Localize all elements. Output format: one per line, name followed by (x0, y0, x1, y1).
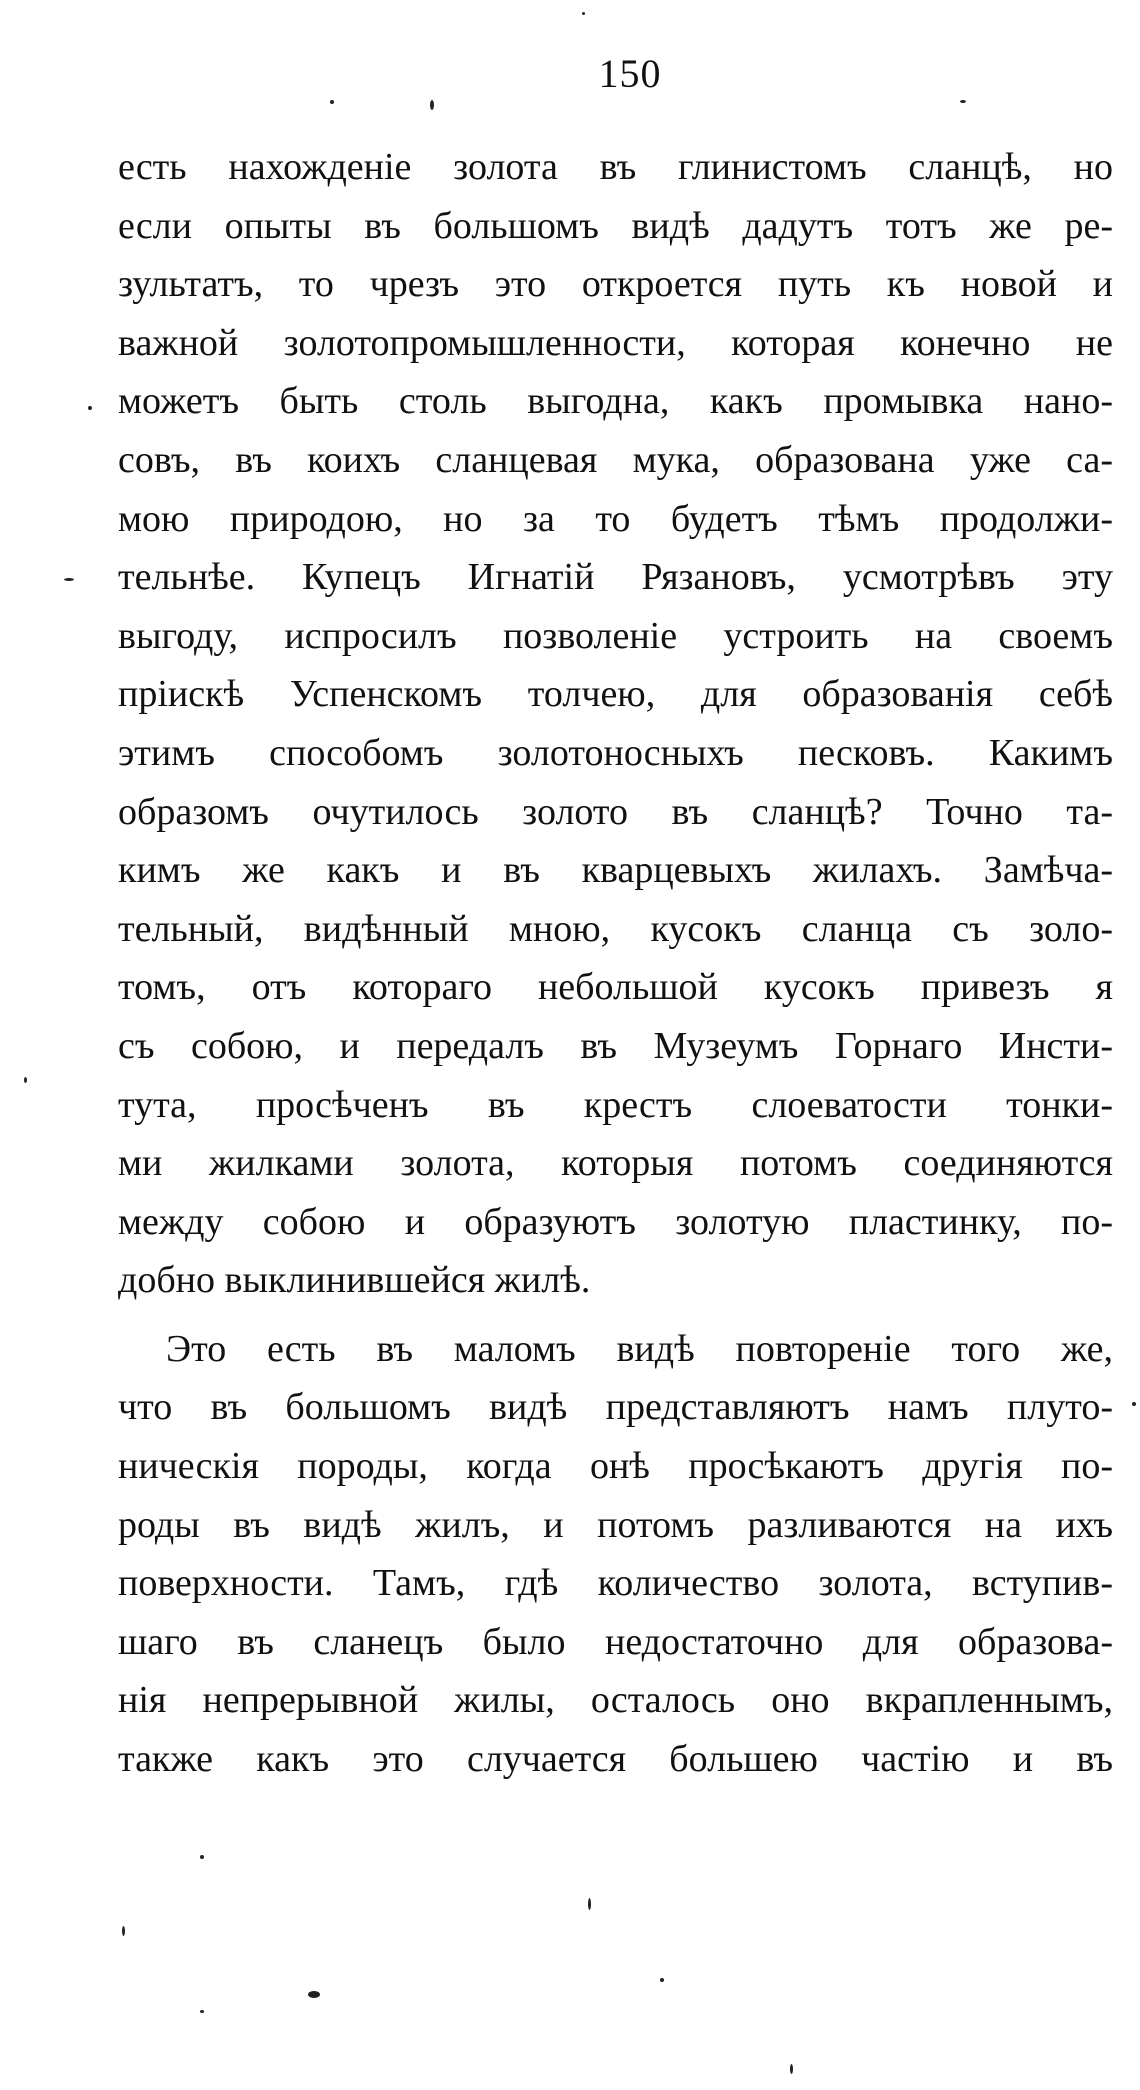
scan-speck (960, 100, 966, 103)
text-line: ническія породы, когда онѣ просѣкаютъ другія по- (118, 1445, 1113, 1488)
body-text (118, 138, 1113, 1789)
scan-speck (308, 1991, 320, 1998)
text-line: шаго въ сланецъ было недостаточно для образова- (118, 1620, 1113, 1663)
page-number: 150 (598, 51, 662, 96)
text-line: если опыты въ большомъ видѣ дадутъ тотъ же ре- (118, 204, 1113, 247)
text-line: добно выклинившейся жилѣ. (118, 1259, 591, 1302)
text-line: кимъ же какъ и въ кварцевыхъ жилахъ. Замѣча- (118, 849, 1113, 892)
scan-speck (64, 578, 74, 581)
text-line: Это есть въ маломъ видѣ повтореніе того же, (166, 1327, 1113, 1370)
text-line: образомъ очутилось золото въ сланцѣ? Точно та- (118, 790, 1113, 833)
scan-speck (588, 1898, 591, 1910)
text-line: пріискѣ Успенскомъ толчею, для образованія себѣ (118, 673, 1113, 716)
text-line: съ собою, и передалъ въ Музеумъ Горнаго Инсти- (118, 1024, 1113, 1067)
scan-speck (200, 1855, 204, 1859)
text-line: важной золотопромышленности, которая конечно не (118, 321, 1113, 364)
text-line: томъ, отъ котораго небольшой кусокъ привезъ я (118, 966, 1113, 1009)
scan-speck (24, 1077, 27, 1083)
paragraph-1 (118, 138, 1113, 1310)
text-line: тельнѣе. Купецъ Игнатій Рязановъ, усмотрѣвъ эту (118, 556, 1113, 599)
scan-speck (122, 1926, 125, 1936)
text-line: между собою и образуютъ золотую пластинку, по- (118, 1200, 1113, 1243)
text-line: зультатъ, то чрезъ это откроется путь къ новой и (118, 263, 1113, 306)
text-line: поверхности. Тамъ, гдѣ количество золота, вступив- (118, 1562, 1113, 1605)
text-line: роды въ видѣ жилъ, и потомъ разливаются на ихъ (118, 1503, 1113, 1546)
text-line: этимъ способомъ золотоносныхъ песковъ. Какимъ (118, 731, 1113, 774)
text-line: мою природою, но за то будетъ тѣмъ продолжи- (118, 497, 1113, 540)
scan-speck (790, 2064, 793, 2074)
scan-speck (1132, 1402, 1136, 1406)
scan-speck (200, 2010, 204, 2013)
text-line: можетъ быть столь выгодна, какъ промывка нано- (118, 380, 1113, 423)
text-line: что въ большомъ видѣ представляютъ намъ плуто- (118, 1386, 1113, 1429)
scan-speck (88, 406, 92, 410)
text-line: совъ, въ коихъ сланцевая мука, образована уже са- (118, 438, 1113, 481)
text-line: также какъ это случается большею частію и въ (118, 1738, 1113, 1781)
text-line: выгоду, испросилъ позволеніе устроить на своемъ (118, 614, 1113, 657)
scan-speck (330, 100, 334, 104)
text-line: есть нахожденіе золота въ глинистомъ сланцѣ, но (118, 146, 1113, 188)
text-line: ми жилками золота, которыя потомъ соединяются (118, 1142, 1113, 1185)
scan-speck (660, 1978, 664, 1982)
text-line: тута, просѣченъ въ крестъ слоеватости тонки- (118, 1083, 1113, 1126)
paragraph-2 (118, 1320, 1113, 1789)
text-line: нія непрерывной жилы, осталось оно вкрапленнымъ, (118, 1679, 1113, 1722)
scan-speck (582, 12, 585, 15)
text-line: тельный, видѣнный мною, кусокъ сланца съ золо- (118, 907, 1113, 950)
scan-speck (430, 100, 434, 110)
